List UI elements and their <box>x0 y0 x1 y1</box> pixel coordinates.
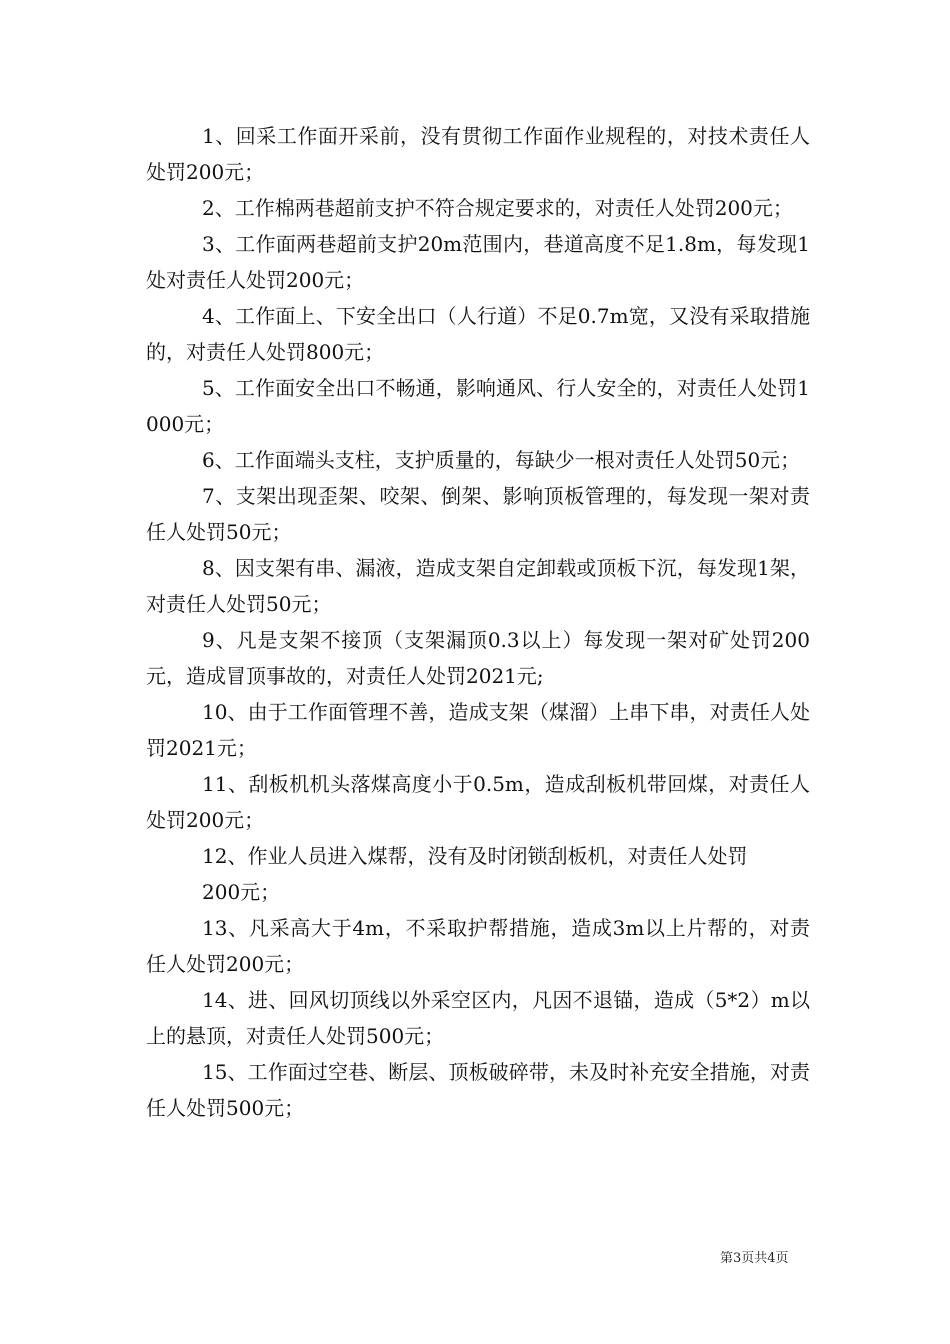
list-item: 7、支架出现歪架、咬架、倒架、影响顶板管理的，每发现一架对责任人处罚50元； <box>146 484 810 544</box>
list-item: 12、作业人员进入煤帮，没有及时闭锁刮板机，对责任人处罚 <box>202 844 748 868</box>
list-item: 10、由于工作面管理不善，造成支架（煤溜）上串下串，对责任人处罚2021元； <box>146 700 810 760</box>
list-item: 15、工作面过空巷、断层、顶板破碎带，未及时补充安全措施，对责任人处罚500元； <box>146 1060 810 1120</box>
list-item: 2、工作棉两巷超前支护不符合规定要求的，对责任人处罚200元； <box>202 196 793 220</box>
list-item-continuation: 200元； <box>202 880 281 904</box>
list-item: 1、回采工作面开采前，没有贯彻工作面作业规程的，对技术责任人处罚200元； <box>146 124 810 184</box>
penalty-list <box>146 118 810 1126</box>
list-item: 3、工作面两巷超前支护20m范围内，巷道高度不足1.8m，每发现1处对责任人处罚200元； <box>146 232 810 292</box>
list-item: 6、工作面端头支柱，支护质量的，每缺少一根对责任人处罚50元； <box>202 448 801 472</box>
list-item: 9、凡是支架不接顶（支架漏顶0.3以上）每发现一架对矿处罚200元，造成冒顶事故的，对责任人处罚2021元; <box>146 628 810 688</box>
page-number: 第3页共4页 <box>720 1251 789 1266</box>
list-item: 4、工作面上、下安全出口（人行道）不足0.7m宽，又没有采取措施的，对责任人处罚800元； <box>146 304 810 364</box>
list-item: 13、凡采高大于4m，不采取护帮措施，造成3m以上片帮的，对责任人处罚200元； <box>146 916 810 976</box>
list-item: 5、工作面安全出口不畅通，影响通风、行人安全的，对责任人处罚1000元； <box>146 376 810 436</box>
list-item: 8、因支架有串、漏液，造成支架自定卸载或顶板下沉，每发现1架，对责任人处罚50元； <box>146 556 810 616</box>
list-item: 14、进、回风切顶线以外采空区内，凡因不退锚，造成（5*2）m以上的悬顶，对责任人处罚500元； <box>146 988 810 1048</box>
list-item: 11、刮板机机头落煤高度小于0.5m，造成刮板机带回煤，对责任人处罚200元； <box>146 772 810 832</box>
